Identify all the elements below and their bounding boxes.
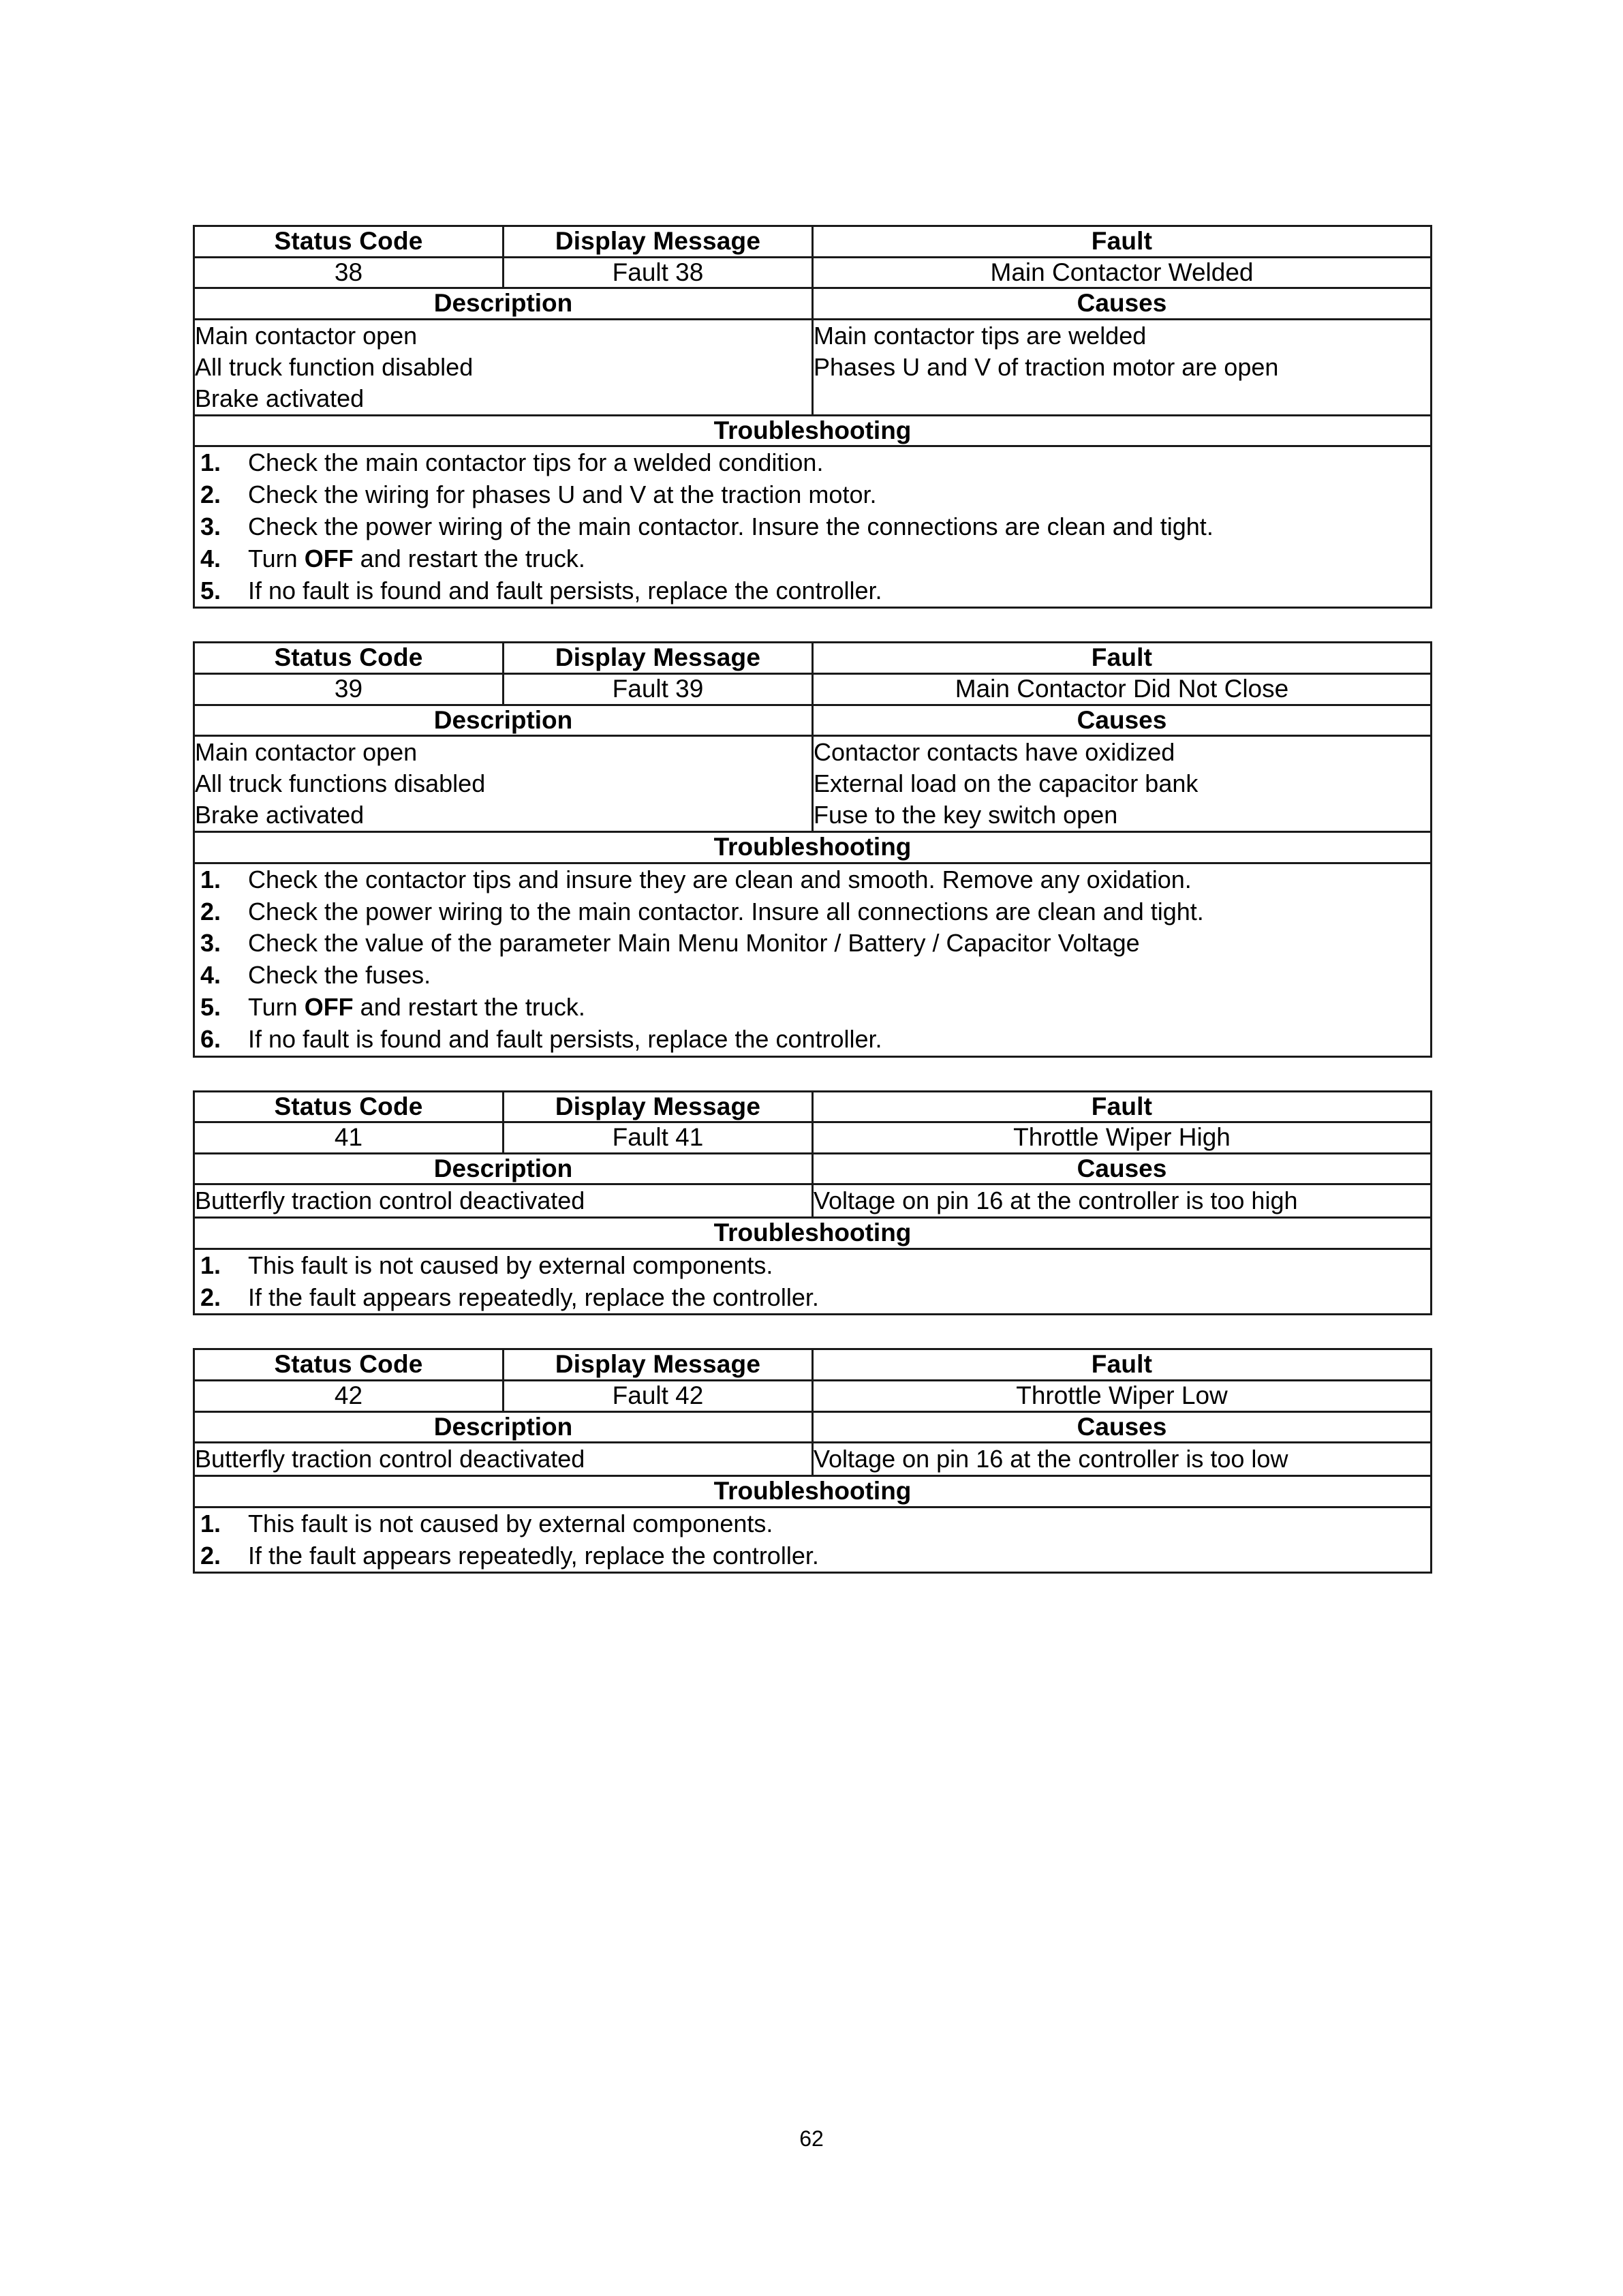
- step-number: 3.: [200, 929, 221, 958]
- cell-description: [194, 1443, 813, 1476]
- table-row-values: [194, 1381, 1432, 1412]
- value-display-message: Fault 38: [504, 257, 813, 288]
- troubleshooting-step: [195, 511, 1430, 543]
- text-line: Phases U and V of traction motor are open: [814, 352, 1279, 381]
- step-text: Check the main contactor tips for a welded condition.: [248, 448, 824, 477]
- header-fault: Fault: [813, 1091, 1432, 1122]
- header-description: Description: [194, 288, 813, 320]
- table-row-description-causes: [194, 736, 1432, 832]
- cell-troubleshooting: [194, 1507, 1432, 1573]
- cell-causes: [813, 736, 1432, 832]
- text-line: Brake activated: [195, 384, 365, 412]
- cell-troubleshooting: [194, 1249, 1432, 1315]
- troubleshooting-list: [195, 1508, 1430, 1572]
- page-number: 62: [799, 2126, 824, 2151]
- header-fault: Fault: [813, 643, 1432, 674]
- table-row-section-headers: [194, 1411, 1432, 1443]
- table-row-section-headers: [194, 288, 1432, 320]
- table-row-values: [194, 1122, 1432, 1154]
- table-row-section-headers: [194, 705, 1432, 736]
- troubleshooting-list: [195, 864, 1430, 1056]
- header-troubleshooting: Troubleshooting: [194, 1218, 1432, 1249]
- step-number: 6.: [200, 1024, 221, 1053]
- troubleshooting-step: [195, 928, 1430, 960]
- text-line: Main contactor open: [195, 321, 418, 350]
- value-status-code: 38: [194, 257, 504, 288]
- step-text: This fault is not caused by external components.: [248, 1251, 773, 1279]
- step-text: Check the contactor tips and insure they are clean and smooth. Remove any oxidation.: [248, 865, 1192, 893]
- text-line: Brake activated: [195, 801, 365, 829]
- step-text: Check the power wiring to the main contactor. Insure all connections are clean and tight.: [248, 897, 1204, 925]
- step-number: 5.: [200, 576, 221, 604]
- table-row-column-headers: [194, 1349, 1432, 1381]
- cell-causes: [813, 1443, 1432, 1476]
- step-text: If the fault appears repeatedly, replace the controller.: [248, 1283, 819, 1311]
- value-display-message: Fault 41: [504, 1122, 813, 1154]
- table-row-column-headers: [194, 643, 1432, 674]
- troubleshooting-step: [195, 864, 1430, 896]
- header-display-message: Display Message: [504, 1349, 813, 1381]
- step-text: Check the value of the parameter Main Menu Monitor / Battery / Capacitor Voltage: [248, 929, 1140, 958]
- step-text: If no fault is found and fault persists, replace the controller.: [248, 1024, 882, 1053]
- header-display-message: Display Message: [504, 643, 813, 674]
- header-display-message: Display Message: [504, 1091, 813, 1122]
- value-status-code: 41: [194, 1122, 504, 1154]
- text-line: External load on the capacitor bank: [814, 769, 1199, 798]
- header-description: Description: [194, 705, 813, 736]
- step-text: Turn OFF and restart the truck.: [248, 544, 585, 572]
- step-number: 4.: [200, 961, 221, 990]
- step-number: 1.: [200, 865, 221, 893]
- table-row-troubleshooting-list: [194, 446, 1432, 608]
- table-row-section-headers: [194, 1153, 1432, 1184]
- fault-table: [193, 1090, 1432, 1316]
- cell-causes: [813, 1184, 1432, 1218]
- step-number: 2.: [200, 1541, 221, 1570]
- cell-causes: [813, 319, 1432, 415]
- table-row-description-causes: [194, 1184, 1432, 1218]
- step-number: 3.: [200, 512, 221, 541]
- value-fault: Throttle Wiper High: [813, 1122, 1432, 1154]
- table-row-description-causes: [194, 1443, 1432, 1476]
- text-line: Main contactor tips are welded: [814, 321, 1147, 350]
- troubleshooting-step: [195, 960, 1430, 992]
- troubleshooting-step: [195, 1250, 1430, 1282]
- step-text: Turn OFF and restart the truck.: [248, 993, 585, 1022]
- header-troubleshooting: Troubleshooting: [194, 1476, 1432, 1507]
- header-troubleshooting: Troubleshooting: [194, 832, 1432, 863]
- header-causes: Causes: [813, 1411, 1432, 1443]
- table-row-troubleshooting-header: [194, 1476, 1432, 1507]
- troubleshooting-list: [195, 1250, 1430, 1314]
- table-row-column-headers: [194, 226, 1432, 258]
- table-row-troubleshooting-list: [194, 1249, 1432, 1315]
- cell-description: [194, 736, 813, 832]
- table-row-troubleshooting-list: [194, 1507, 1432, 1573]
- value-display-message: Fault 42: [504, 1381, 813, 1412]
- text-line: Butterfly traction control deactivated: [195, 1187, 585, 1215]
- table-row-values: [194, 673, 1432, 705]
- troubleshooting-step: [195, 447, 1430, 479]
- step-text: If no fault is found and fault persists, replace the controller.: [248, 576, 882, 604]
- text-line: Voltage on pin 16 at the controller is too high: [814, 1187, 1298, 1215]
- header-status-code: Status Code: [194, 1349, 504, 1381]
- header-description: Description: [194, 1411, 813, 1443]
- step-number: 2.: [200, 1283, 221, 1311]
- table-row-values: [194, 257, 1432, 288]
- value-fault: Main Contactor Did Not Close: [813, 673, 1432, 705]
- troubleshooting-step: [195, 1282, 1430, 1314]
- table-row-troubleshooting-list: [194, 863, 1432, 1056]
- fault-table: [193, 1348, 1432, 1574]
- text-line: Fuse to the key switch open: [814, 801, 1118, 829]
- fault-table: [193, 641, 1432, 1057]
- header-fault: Fault: [813, 226, 1432, 258]
- header-description: Description: [194, 1153, 813, 1184]
- step-number: 1.: [200, 1509, 221, 1537]
- table-row-description-causes: [194, 319, 1432, 415]
- text-line: Main contactor open: [195, 738, 418, 767]
- text-line: Voltage on pin 16 at the controller is too low: [814, 1445, 1288, 1473]
- header-causes: Causes: [813, 705, 1432, 736]
- table-row-troubleshooting-header: [194, 832, 1432, 863]
- table-row-troubleshooting-header: [194, 415, 1432, 446]
- cell-description: [194, 1184, 813, 1218]
- troubleshooting-step: [195, 896, 1430, 928]
- text-line: Contactor contacts have oxidized: [814, 738, 1175, 767]
- table-row-troubleshooting-header: [194, 1218, 1432, 1249]
- cell-troubleshooting: [194, 863, 1432, 1056]
- step-text: This fault is not caused by external components.: [248, 1509, 773, 1537]
- troubleshooting-list: [195, 447, 1430, 607]
- step-number: 1.: [200, 1251, 221, 1279]
- fault-tables-container: [193, 225, 1430, 1574]
- troubleshooting-step: [195, 1508, 1430, 1540]
- header-causes: Causes: [813, 1153, 1432, 1184]
- value-fault: Main Contactor Welded: [813, 257, 1432, 288]
- step-number: 2.: [200, 480, 221, 509]
- troubleshooting-step: [195, 575, 1430, 607]
- text-line: Butterfly traction control deactivated: [195, 1445, 585, 1473]
- value-fault: Throttle Wiper Low: [813, 1381, 1432, 1412]
- troubleshooting-step: [195, 1024, 1430, 1056]
- step-number: 5.: [200, 993, 221, 1022]
- step-text: Check the wiring for phases U and V at the traction motor.: [248, 480, 877, 509]
- step-text: Check the fuses.: [248, 961, 431, 990]
- cell-description: [194, 319, 813, 415]
- step-text: Check the power wiring of the main contactor. Insure the connections are clean and tight.: [248, 512, 1214, 541]
- text-line: All truck function disabled: [195, 352, 474, 381]
- header-fault: Fault: [813, 1349, 1432, 1381]
- text-line: All truck functions disabled: [195, 769, 486, 798]
- header-troubleshooting: Troubleshooting: [194, 415, 1432, 446]
- step-number: 2.: [200, 897, 221, 925]
- troubleshooting-step: [195, 543, 1430, 575]
- troubleshooting-step: [195, 1540, 1430, 1572]
- table-row-column-headers: [194, 1091, 1432, 1122]
- header-status-code: Status Code: [194, 1091, 504, 1122]
- value-display-message: Fault 39: [504, 673, 813, 705]
- step-number: 1.: [200, 448, 221, 477]
- fault-table: [193, 225, 1432, 609]
- cell-troubleshooting: [194, 446, 1432, 608]
- header-status-code: Status Code: [194, 226, 504, 258]
- header-status-code: Status Code: [194, 643, 504, 674]
- header-display-message: Display Message: [504, 226, 813, 258]
- troubleshooting-step: [195, 479, 1430, 511]
- value-status-code: 42: [194, 1381, 504, 1412]
- step-number: 4.: [200, 544, 221, 572]
- step-text: If the fault appears repeatedly, replace the controller.: [248, 1541, 819, 1570]
- value-status-code: 39: [194, 673, 504, 705]
- troubleshooting-step: [195, 992, 1430, 1024]
- header-causes: Causes: [813, 288, 1432, 320]
